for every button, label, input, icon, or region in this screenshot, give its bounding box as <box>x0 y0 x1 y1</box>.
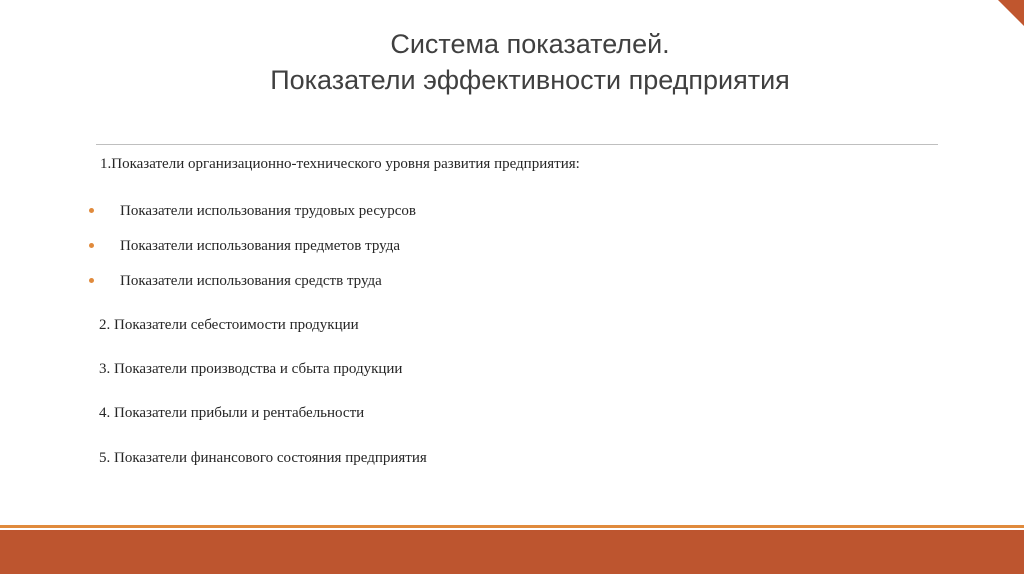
list-item: 2. Показатели себестоимости продукции <box>99 317 359 333</box>
bullet-icon <box>89 243 94 248</box>
bullet-item <box>0 202 1024 220</box>
bullet-text: Показатели использования предметов труда <box>120 238 400 254</box>
corner-accent <box>998 0 1024 26</box>
title-line-2: Показатели эффективности предприятия <box>270 65 790 95</box>
title-divider <box>96 144 938 145</box>
bullet-item <box>0 237 1024 255</box>
bullet-icon <box>89 278 94 283</box>
intro-text: 1.Показатели организационно-технического уровня развития предприятия: <box>100 156 580 172</box>
footer-accent-line <box>0 525 1024 528</box>
title-line-1: Система показателей. <box>390 29 670 59</box>
slide-title <box>130 26 930 98</box>
bullet-icon <box>89 208 94 213</box>
bullet-item <box>0 272 1024 290</box>
list-item: 4. Показатели прибыли и рентабельности <box>99 405 365 421</box>
footer-band <box>0 530 1024 574</box>
list-item: 5. Показатели финансового состояния предприятия <box>99 450 427 466</box>
bullet-text: Показатели использования средств труда <box>120 273 382 289</box>
list-item: 3. Показатели производства и сбыта продукции <box>99 361 403 377</box>
bullet-text: Показатели использования трудовых ресурсов <box>120 203 417 219</box>
